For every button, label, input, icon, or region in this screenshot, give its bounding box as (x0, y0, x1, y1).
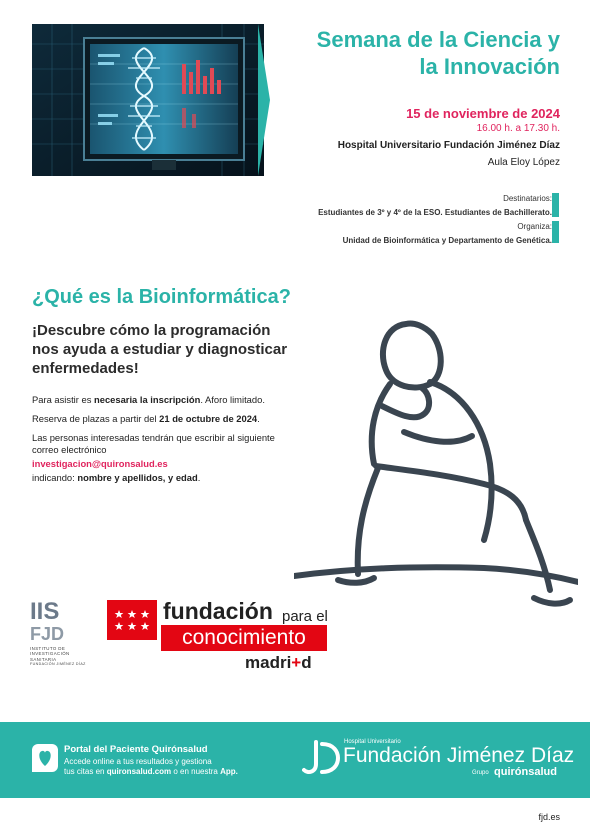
portal-desc-line (64, 767, 284, 777)
madrid-plus-icon: + (291, 653, 302, 672)
bio-title: ¿Qué es la Bioinformática? (32, 286, 291, 308)
text-fragment: . (257, 413, 260, 424)
para-el-word: para el (282, 608, 328, 625)
website-link[interactable]: fjd.es (538, 812, 560, 822)
registration-date (32, 413, 260, 425)
organizer-accent-bar (552, 221, 559, 243)
madrid-word-b: d (301, 653, 312, 672)
organizer-label: Organiza: (517, 222, 552, 231)
contact-email-link[interactable]: investigacion@quironsalud.es (32, 458, 168, 469)
fundacion-word: fundación (163, 598, 273, 624)
event-hospital: Hospital Universitario Fundación Jiménez Díaz (337, 140, 560, 151)
text-fragment: tus citas en (64, 767, 107, 776)
audience-accent-bar (552, 193, 559, 217)
text-fragment: indicando: (32, 472, 78, 483)
quironsalud-logo: quirónsalud (494, 766, 557, 778)
bio-subtitle (32, 321, 332, 378)
contact-instructions: Las personas interesadas tendrán que escribir al siguiente (32, 432, 275, 443)
text-emphasis: 21 de octubre de 2024 (159, 413, 258, 424)
audience-block (252, 192, 552, 248)
organizer-value: Unidad de Bioinformática y Departamento de Genética. (342, 236, 552, 245)
fjd-name-b: Jiménez Díaz (441, 744, 575, 767)
portal-title: Portal del Paciente Quirónsalud (64, 744, 208, 755)
text-emphasis: nombre y apellidos, y edad (77, 472, 198, 483)
text-fragment: o en nuestra (171, 767, 221, 776)
bio-subtitle-line3: enfermedades! (32, 360, 139, 377)
iis-logo-caption (30, 646, 86, 668)
text-fragment: . (197, 472, 201, 483)
fjd-logo-icon (302, 738, 340, 778)
madrid-word-a: madri (245, 653, 292, 672)
iis-caption-line: INVESTIGACIÓN (30, 651, 70, 657)
text-fragment: Para asistir es (32, 394, 94, 405)
app-link[interactable]: App. (220, 767, 238, 776)
iis-caption-line: INSTITUTO DE (30, 646, 66, 651)
event-time: 16.00 h. a 17.30 h. (476, 123, 560, 134)
text-fragment: . Aforo limitado. (200, 394, 265, 405)
heart-leaf-icon (32, 744, 58, 772)
contact-instructions-2: correo electrónico (32, 444, 107, 455)
iis-logo-bottom: FJD (30, 624, 65, 644)
text-fragment: Reserva de plazas a partir del (32, 413, 160, 424)
conocimiento-box: conocimiento (161, 625, 327, 651)
portal-desc-line: Accede online a tus resultados y gestiona (64, 757, 212, 766)
audience-value: Estudiantes de 3º y 4º de la ESO. Estudiantes de Bachillerato. (318, 208, 552, 217)
hospital-universitario-label: Hospital Universitario (344, 739, 401, 745)
event-title-line2: la Innovación (419, 54, 560, 79)
thinking-man-icon (294, 314, 578, 644)
madrid-word (245, 653, 312, 673)
dna-monitor-icon (32, 24, 264, 176)
grupo-label: Grupo (472, 770, 489, 776)
iis-caption-line: FUNDACIÓN JIMÉNEZ DÍAZ (30, 662, 86, 667)
quironsalud-app-icon[interactable] (32, 744, 58, 772)
text-emphasis: necesaria la inscripción (94, 394, 201, 405)
contact-requirements (32, 472, 200, 484)
event-room: Aula Eloy López (487, 157, 560, 168)
quironsalud-link[interactable]: quironsalud.com (106, 767, 172, 776)
audience-label: Destinatarios: (503, 194, 552, 203)
iis-logo-top: IIS (30, 598, 60, 625)
hero-dna-monitor-image (32, 24, 264, 176)
comunidad-madrid-flag-icon (107, 600, 157, 640)
iis-caption-line: SANITARIA (30, 656, 57, 662)
registration-required (32, 394, 265, 406)
stars-icon (107, 600, 157, 640)
event-date: 15 de noviembre de 2024 (406, 106, 560, 121)
bio-subtitle-line1: ¡Descubre cómo la programación (32, 322, 271, 339)
event-title-line1: Semana de la Ciencia y (316, 27, 560, 52)
fjd-name-a: Fundación (343, 744, 442, 767)
portal-description (64, 757, 284, 777)
event-title (260, 26, 560, 80)
fjd-name (343, 744, 574, 768)
iis-fjd-logo (30, 600, 86, 670)
bio-subtitle-line2: nos ayuda a estudiar y diagnosticar (32, 341, 288, 358)
